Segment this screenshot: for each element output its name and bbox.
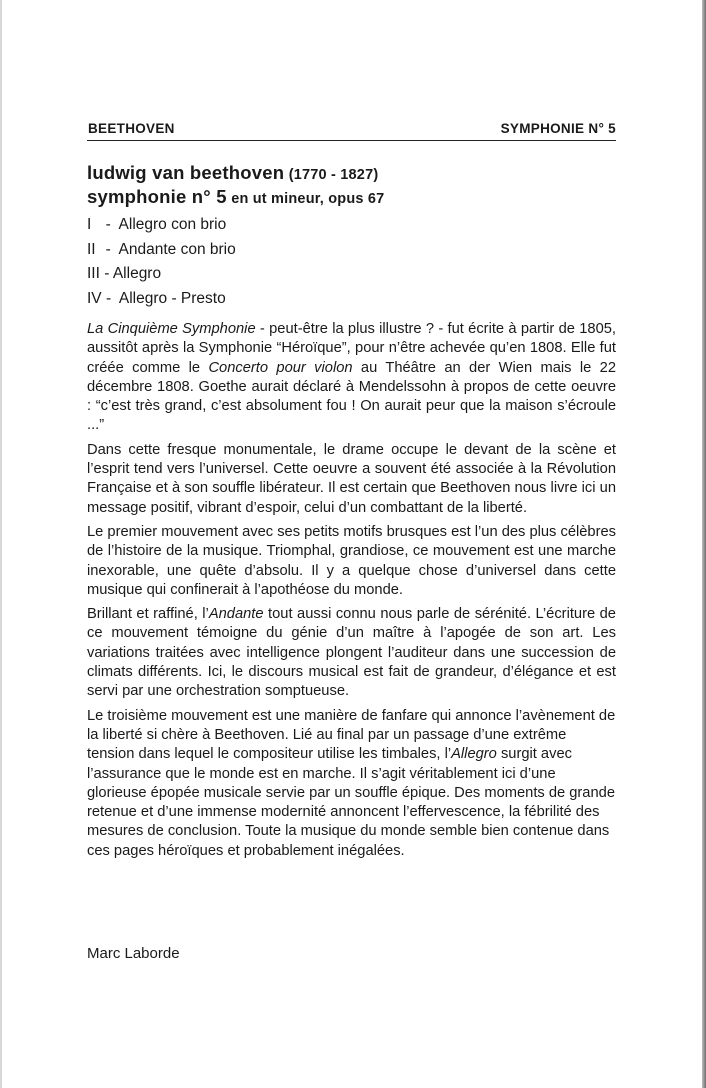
movement-item <box>87 288 616 313</box>
paragraph-1 <box>87 320 616 436</box>
italic-work-name: La Cinquième Symphonie <box>87 321 256 337</box>
movement-item <box>87 214 616 239</box>
paragraph-3: Le premier mouvement avec ses petits motifs brusques est l’un des plus célèbres de l’histoire de la musique. Triomphal, grandiose, ce mouvement est une marche inexorable, une quête d’absolu. Il y a quelque chose d’universel dans cette musique qui confinerait à l’apothéose du monde. <box>87 523 617 598</box>
movement-separator: - <box>99 265 113 283</box>
paragraph-text: Brillant et raffiné, l’ <box>87 606 209 623</box>
header-work: SYMPHONIE N° 5 <box>500 121 616 136</box>
scan-edge-right <box>702 0 706 1088</box>
scan-edge-left <box>0 0 2 1088</box>
composer-name: ludwig van beethoven <box>87 162 285 183</box>
italic-movement-name: Andante <box>208 606 264 623</box>
article-body <box>87 320 616 866</box>
movement-item <box>87 239 616 264</box>
paragraph-text: - peut-être la plus illustre ? - fut écrite à partir de 1805, aussitôt après la Symphonie “Héroïque”, pour n’être achevée qu’en 1808. Elle fut créée comme le <box>87 321 616 376</box>
movement-number: I <box>87 216 92 233</box>
paragraph-text: tout aussi connu nous parle de sérénité. L’écriture de ce mouvement témoigne du génie d’un maître à l’apogée de son art. Les variations traitées avec intelligence plongent l’auditeur dans une succession de climats différents. Ici, le discours musical est fait de grandeur, d’élégance et est servi par une orchestration somptueuse. <box>87 606 616 700</box>
title-line-2 <box>87 186 616 210</box>
movement-label: Allegro con brio <box>118 216 227 233</box>
paragraph-4 <box>87 605 616 701</box>
movement-label: Allegro <box>112 265 162 283</box>
work-title: symphonie n° 5 <box>87 186 227 207</box>
movement-separator: - <box>97 216 119 233</box>
movement-item <box>87 263 616 288</box>
movement-label: Allegro - Presto <box>118 290 226 308</box>
work-subtitle: en ut mineur, opus 67 <box>231 191 385 207</box>
movement-number: II <box>87 240 96 258</box>
title-line-1 <box>87 162 616 186</box>
paragraph-text: au Théâtre an der Wien mais le 22 décembre 1808. Goethe aurait déclaré à Mendelssohn à propos de cette oeuvre : “c’est très grand, c’est absolument fou ! On aurait peur que la maison s’écroule ...” <box>87 359 616 434</box>
movement-label: Andante con brio <box>118 240 236 258</box>
paragraph-5 <box>87 707 616 861</box>
author-signature: Marc Laborde <box>87 945 180 962</box>
movement-list <box>87 214 616 313</box>
paragraph-2: Dans cette fresque monumentale, le drame occupe le devant de la scène et l’esprit tend vers l’universel. Cette oeuvre a souvent été associée à la Révolution Française et à son souffle libérateur. Il est certain que Beethoven nous livre ici un message positif, vibrant d’espoir, celui d’un combattant de la liberté. <box>87 441 616 516</box>
movement-number: IV <box>87 290 102 308</box>
movement-separator: - <box>97 240 119 258</box>
movement-number: III <box>87 265 100 283</box>
composer-dates: (1770 - 1827) <box>288 167 379 183</box>
movement-separator: - <box>101 290 119 308</box>
page-title <box>87 162 616 210</box>
italic-work-name: Concerto pour violon <box>208 359 353 376</box>
header-composer: BEETHOVEN <box>88 121 175 136</box>
running-header <box>87 120 616 141</box>
paragraph-text: surgit avec l’assurance que le monde est en marche. Il s’agit véritablement ici d’une glorieuse épopée musicale servie par un souffle épique. Des moments de grande retenue et d’une immense modernité annoncent l’effervescence, la fébrilité des mesures de conclusion. Toute la musique du monde semble bien contenue dans ces pages héroïques et probablement inégalées. <box>87 746 615 859</box>
paragraph-text: Le troisième mouvement est une manière de fanfare qui annonce l’avènement de la liberté si chère à Beethoven. Lié au final par un passage d’une extrême tension dans lequel le compositeur utilise les timbales, l’ <box>87 707 616 763</box>
italic-movement-name: Allegro <box>451 746 497 763</box>
